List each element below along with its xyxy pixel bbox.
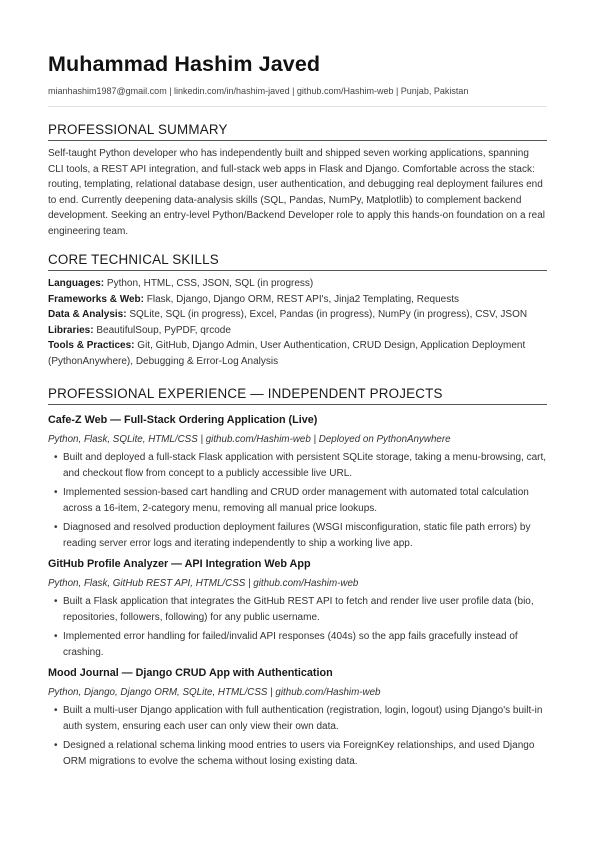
bullet-icon: • — [54, 487, 58, 498]
list-item — [48, 738, 547, 769]
skill-row-frameworks — [48, 292, 547, 308]
skill-value: BeautifulSoup, PyPDF, qrcode — [96, 324, 231, 336]
bullet-text: Diagnosed and resolved production deployment failures (WSGI misconfiguration, static file path errors) by reading server error logs and iterating independently to ship a working live app. — [63, 522, 531, 549]
project-meta: Python, Django, Django ORM, SQLite, HTML/CSS | github.com/Hashim-web — [48, 687, 381, 698]
project-cafe-z — [48, 413, 547, 551]
bullet-text: Built a multi-user Django application with full authentication (registration, login, logout) using Django's built-in auth system, ensuring each user can only view their own data. — [63, 705, 543, 732]
list-item — [48, 594, 547, 625]
project-title: Mood Journal — Django CRUD App with Authentication — [48, 667, 333, 679]
bullet-text: Built a Flask application that integrates the GitHub REST API to fetch and render live user profile data (bio, repositories, followers, following) for any public username. — [63, 596, 534, 623]
project-bullets — [48, 450, 547, 551]
bullet-text: Designed a relational schema linking mood entries to users via ForeignKey relationships, and used Django ORM migrations to evolve the schema without losing existing data. — [63, 740, 535, 767]
skill-label: Frameworks & Web: — [48, 293, 144, 305]
bullet-icon: • — [54, 705, 58, 716]
bullet-text: Implemented session-based cart handling and CRUD order management with automated total calculation across a 16-item, 2-category menu, removing all manual price lookups. — [63, 487, 529, 514]
project-github-analyzer — [48, 557, 547, 660]
candidate-name: Muhammad Hashim Javed — [48, 52, 321, 76]
list-item — [48, 485, 547, 516]
skill-row-libraries — [48, 323, 547, 339]
skills-section — [48, 251, 547, 369]
skill-row-languages — [48, 276, 547, 292]
summary-section — [48, 121, 547, 239]
skill-label: Libraries: — [48, 324, 94, 336]
list-item — [48, 703, 547, 734]
bullet-text: Implemented error handling for failed/invalid API responses (404s) so the app fails gracefully instead of crashing. — [63, 631, 518, 658]
skill-label: Data & Analysis: — [48, 309, 127, 320]
bullet-text: Built and deployed a full-stack Flask application with persistent SQLite storage, taking a menu-browsing, cart, and checkout flow from concept to a publicly accessible live URL. — [63, 452, 547, 479]
project-meta: Python, Flask, SQLite, HTML/CSS | github.com/Hashim-web | Deployed on PythonAnywhere — [48, 434, 451, 445]
project-meta: Python, Flask, GitHub REST API, HTML/CSS | github.com/Hashim-web — [48, 578, 359, 589]
bullet-icon: • — [54, 596, 58, 607]
bullet-icon: • — [54, 522, 58, 533]
bullet-icon: • — [54, 631, 58, 642]
skill-value: Git, GitHub, Django Admin, User Authentication, CRUD Design, Application Deployment (PythonAnywhere), Debugging & Error-Log Analysis — [48, 340, 526, 367]
project-title: GitHub Profile Analyzer — API Integration Web App — [48, 558, 311, 570]
experience-heading: PROFESSIONAL EXPERIENCE — INDEPENDENT PROJECTS — [48, 385, 547, 405]
skill-label: Tools & Practices: — [48, 340, 135, 351]
skill-label: Languages: — [48, 278, 105, 289]
skills-heading: CORE TECHNICAL SKILLS — [48, 251, 547, 271]
skill-value: Flask, Django, Django ORM, REST API's, Jinja2 Templating, Requests — [146, 293, 459, 305]
experience-section — [48, 385, 547, 769]
bullet-icon: • — [54, 740, 58, 751]
project-mood-journal — [48, 666, 547, 769]
bullet-icon: • — [54, 452, 58, 463]
list-item — [48, 450, 547, 481]
list-item — [48, 520, 547, 551]
header-divider — [48, 106, 547, 107]
skills-list — [48, 276, 547, 369]
contact-line: mianhashim1987@gmail.com | linkedin.com/in/hashim-javed | github.com/Hashim-web | Punjab, Pakistan — [48, 86, 469, 96]
skill-row-tools — [48, 338, 547, 369]
project-bullets — [48, 703, 547, 769]
skill-value: SQLite, SQL (in progress), Excel, Pandas (in progress), NumPy (in progress), CSV, JSON — [129, 309, 528, 320]
skill-value: Python, HTML, CSS, JSON, SQL (in progress) — [106, 278, 314, 289]
list-item — [48, 629, 547, 660]
summary-heading: PROFESSIONAL SUMMARY — [48, 121, 547, 141]
summary-text: Self-taught Python developer who has independently built and shipped seven working applications, spanning CLI tools, a REST API integration, and full-stack web apps in Flask and Django. Comfortable across the stack: routing, templating, relational database design, user authentication, and debugging real deployment failures end to end. Currently deepening data-analysis skills (SQL, Pandas, NumPy, Matplotlib) to complement backend development. Seeking an entry-level Python/Backend Developer role to apply this hands-on foundation on a real engineering team. — [48, 148, 545, 237]
project-bullets — [48, 594, 547, 660]
project-title: Cafe-Z Web — Full-Stack Ordering Application (Live) — [48, 414, 318, 426]
skill-row-data-analysis — [48, 307, 547, 323]
